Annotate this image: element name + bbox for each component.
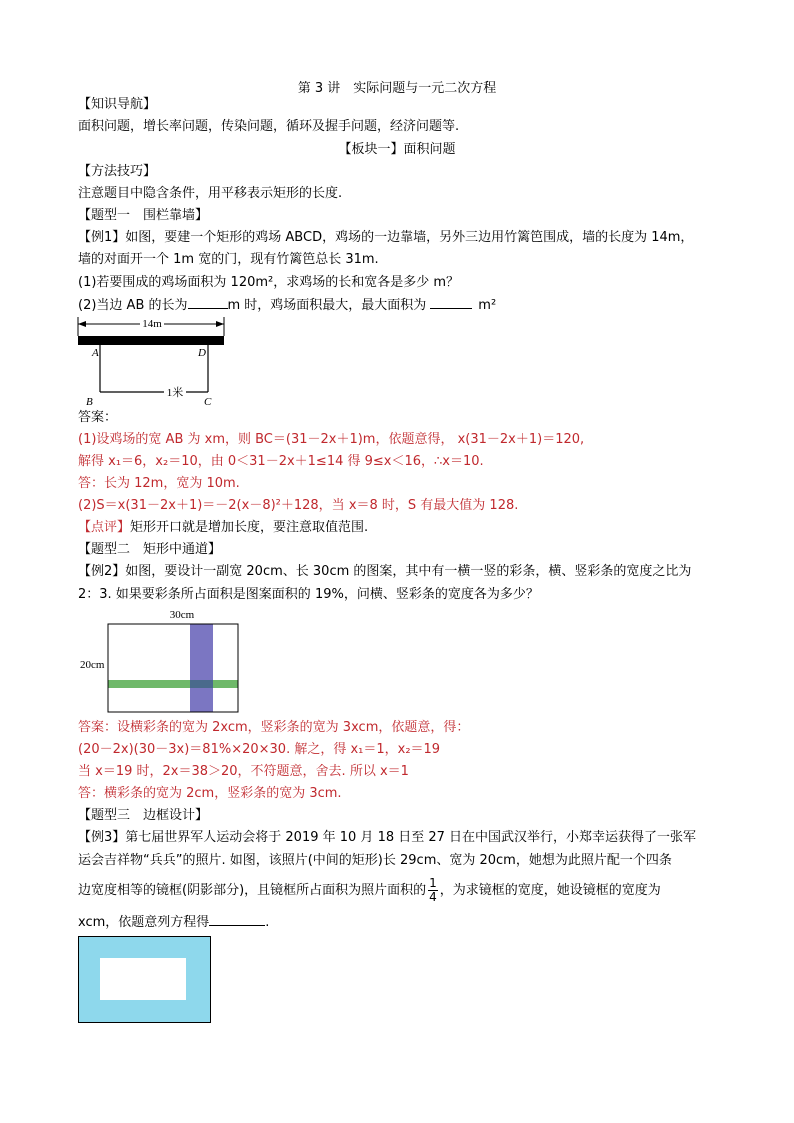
dim-arrow-right bbox=[216, 321, 224, 327]
ex2-answer-2: (20－2x)(30－3x)＝81%×20×30. 解之，得 x₁＝1，x₂＝19 bbox=[78, 742, 441, 757]
point-d: D bbox=[198, 347, 206, 359]
nav-heading: 【知识导航】 bbox=[78, 97, 157, 112]
max-area-blank[interactable] bbox=[430, 296, 472, 309]
ex3-line4-text: xcm，依题意列方程得 bbox=[78, 915, 210, 930]
ex3-line3 bbox=[78, 876, 661, 906]
ex3-text1: 第七届世界军人运动会将于 2019 年 10 月 18 日至 27 日在中国武汉举行，小郑幸运获得了一张军 bbox=[125, 830, 697, 845]
ex2-answer-1: 答案：设横彩条的宽为 2xcm，竖彩条的宽为 3xcm，依题意，得： bbox=[78, 720, 470, 735]
type3-heading: 【题型三 边框设计】 bbox=[78, 808, 209, 823]
door-label: 1米 bbox=[166, 387, 184, 399]
ex3-line3-a: 边宽度相等的镜框(阴影部分)，且镜框所占面积为照片面积的 bbox=[78, 883, 427, 898]
fraction-denominator: 4 bbox=[429, 890, 437, 904]
wall-length-label: 14m bbox=[142, 318, 162, 330]
point-b: B bbox=[86, 396, 93, 408]
ex1-answer-2: 解得 x₁＝6，x₂＝10，由 0＜31－2x＋1≤14 得 9≤x＜16，∴x＝10. bbox=[78, 454, 484, 469]
height-label-20cm: 20cm bbox=[80, 659, 105, 671]
ex1-line2: 墙的对面开一个 1m 宽的门，现有竹篱笆总长 31m. bbox=[78, 252, 379, 267]
ex1-q2-part-a: (2)当边 AB 的长为 bbox=[78, 298, 188, 313]
ex2-answer-4: 答：横彩条的宽为 2cm，竖彩条的宽为 3cm. bbox=[78, 786, 342, 801]
ex2-text1: 如图，要设计一副宽 20cm、长 30cm 的图案，其中有一横一竖的彩条，横、竖彩条的宽度之比为 bbox=[125, 564, 692, 579]
ex3-line4 bbox=[78, 913, 269, 932]
ab-length-blank[interactable] bbox=[188, 296, 228, 309]
ex1-label: 【例1】 bbox=[78, 230, 126, 245]
point-a: A bbox=[92, 347, 99, 359]
pattern-rect bbox=[108, 624, 238, 712]
ex2-line1 bbox=[78, 563, 691, 581]
photo-area bbox=[100, 958, 186, 1000]
page-title: 第 3 讲 实际问题与一元二次方程 bbox=[297, 81, 497, 96]
ex1-q2-part-b: m 时，鸡场面积最大，最大面积为 bbox=[227, 298, 427, 313]
method-text: 注意题目中隐含条件，用平移表示矩形的长度. bbox=[78, 186, 343, 201]
ex1-q1: (1)若要围成的鸡场面积为 120m²，求鸡场的长和宽各是多少 m？ bbox=[78, 275, 460, 290]
method-heading: 【方法技巧】 bbox=[78, 164, 157, 179]
ex2-answer-3: 当 x＝19 时，2x＝38＞20，不符题意，舍去. 所以 x＝1 bbox=[78, 764, 409, 779]
ex1-q2 bbox=[78, 296, 496, 315]
dim-arrow-left bbox=[78, 321, 86, 327]
ex3-line4-end: . bbox=[265, 915, 270, 930]
comment-label: 【点评】 bbox=[78, 520, 131, 535]
equation-blank[interactable] bbox=[209, 913, 265, 926]
ex1-answer-heading: 答案： bbox=[78, 410, 118, 425]
stripe-intersection bbox=[190, 680, 213, 688]
ex3-line3-b: ，为求镜框的宽度，她设镜框的宽度为 bbox=[439, 883, 661, 898]
type2-heading: 【题型二 矩形中通道】 bbox=[78, 542, 222, 557]
ex3-line2: 运会吉祥物“兵兵”的照片. 如图，该照片(中间的矩形)长 29cm、宽为 20cm，她想为此照片配一个四条 bbox=[78, 853, 672, 868]
section-title: 【板块一】面积问题 bbox=[338, 142, 456, 157]
ex2-line2: 2：3. 如果要彩条所占面积是图案面积的 19%，问横、竖彩条的宽度各为多少？ bbox=[78, 587, 539, 602]
chicken-yard-diagram bbox=[72, 314, 232, 410]
nav-text: 面积问题，增长率问题，传染问题，循环及握手问题，经济问题等. bbox=[78, 119, 460, 134]
ex3-label: 【例3】 bbox=[78, 830, 126, 845]
photo-frame-diagram bbox=[78, 936, 212, 1024]
wall bbox=[78, 336, 224, 345]
ex1-answer-4: (2)S＝x(31－2x＋1)＝－2(x－8)²＋128，当 x＝8 时，S 有最大值为 128. bbox=[78, 498, 519, 513]
ex1-line1 bbox=[78, 229, 693, 247]
ex2-label: 【例2】 bbox=[78, 564, 126, 579]
ex1-answer-1: (1)设鸡场的宽 AB 为 xm，则 BC＝(31－2x＋1)m，依题意得， x(31－2x＋1)＝120, bbox=[78, 432, 585, 447]
horizontal-stripe bbox=[108, 680, 238, 688]
width-label-30cm: 30cm bbox=[169, 609, 195, 621]
ex1-comment bbox=[78, 519, 368, 537]
ex3-line1 bbox=[78, 829, 696, 847]
fraction-numerator: 1 bbox=[429, 876, 437, 890]
point-c: C bbox=[204, 396, 212, 408]
type1-heading: 【题型一 围栏靠墙】 bbox=[78, 208, 209, 223]
vertical-stripe bbox=[190, 624, 213, 712]
ex1-q2-part-c: m² bbox=[478, 298, 497, 313]
stripe-pattern-diagram bbox=[78, 606, 243, 714]
one-quarter-fraction bbox=[428, 877, 438, 904]
comment-text: 矩形开口就是增加长度，要注意取值范围. bbox=[130, 520, 369, 535]
ex1-answer-3: 答：长为 12m，宽为 10m. bbox=[78, 476, 240, 491]
ex1-text1: 如图，要建一个矩形的鸡场 ABCD，鸡场的一边靠墙，另外三边用竹篱笆围成，墙的长度为 14m， bbox=[125, 230, 694, 245]
